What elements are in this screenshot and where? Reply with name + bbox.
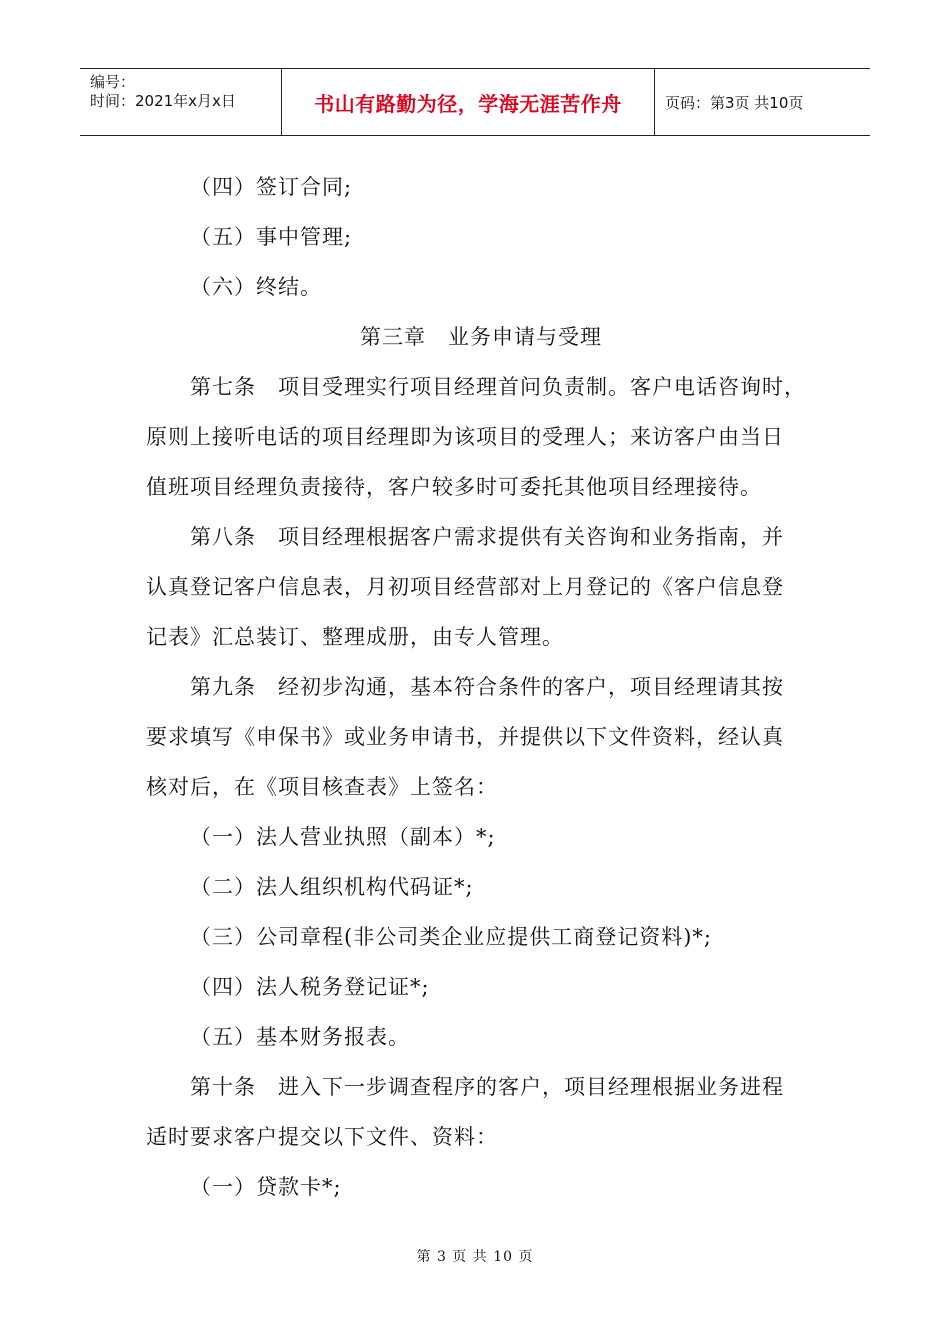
paragraph-line: 第七条 项目受理实行项目经理首问负责制。客户电话咨询时， xyxy=(190,375,806,399)
paragraph-line: 记表》汇总装订、整理成册，由专人管理。 xyxy=(146,625,564,649)
paragraph-line: （一）法人营业执照（副本）*; xyxy=(190,825,496,849)
header-meta-cell xyxy=(80,69,282,135)
paragraph-line: 认真登记客户信息表，月初项目经营部对上月登记的《客户信息登 xyxy=(146,575,784,599)
paragraph-line: 适时要求客户提交以下文件、资料： xyxy=(146,1125,498,1149)
header-page-number: 页码：第3页 共10页 xyxy=(665,93,804,112)
header-motto-cell xyxy=(282,69,655,135)
paragraph-line: 值班项目经理负责接待，客户较多时可委托其他项目经理接待。 xyxy=(146,475,762,499)
header-motto: 书山有路勤为径，学海无涯苦作舟 xyxy=(314,91,622,116)
header-page-cell xyxy=(655,69,870,135)
paragraph-line: 第八条 项目经理根据客户需求提供有关咨询和业务指南，并 xyxy=(190,525,784,549)
paragraph-line: （五）基本财务报表。 xyxy=(190,1025,410,1049)
paragraph-line: 第十条 进入下一步调查程序的客户，项目经理根据业务进程 xyxy=(190,1075,784,1099)
document-body xyxy=(146,162,816,1212)
paragraph-line: （六）终结。 xyxy=(190,275,322,299)
paragraph-line: （二）法人组织机构代码证*; xyxy=(190,875,474,899)
paragraph-line: （四）签订合同; xyxy=(190,175,353,199)
paragraph-line: 第九条 经初步沟通，基本符合条件的客户，项目经理请其按 xyxy=(190,675,784,699)
paragraph-line: 要求填写《申保书》或业务申请书，并提供以下文件资料，经认真 xyxy=(146,725,784,749)
paragraph-line: （五）事中管理; xyxy=(190,225,353,249)
paragraph-line: （一）贷款卡*; xyxy=(190,1175,342,1199)
page-footer xyxy=(0,1246,950,1266)
paragraph-line: 原则上接听电话的项目经理即为该项目的受理人；来访客户由当日 xyxy=(146,425,784,449)
paragraph-line: （三）公司章程(非公司类企业应提供工商登记资料)*; xyxy=(190,925,712,949)
document-date: 时间：2021年x月x日 xyxy=(90,92,236,110)
page-header xyxy=(80,68,870,136)
paragraph-line: （四）法人税务登记证*; xyxy=(190,975,430,999)
paragraph-line: 核对后，在《项目核查表》上签名： xyxy=(146,775,498,799)
document-number-label: 编号： xyxy=(90,73,136,91)
chapter-heading: 第三章 业务申请与受理 xyxy=(360,325,602,349)
footer-page-number: 第 3 页 共 10 页 xyxy=(416,1249,534,1265)
